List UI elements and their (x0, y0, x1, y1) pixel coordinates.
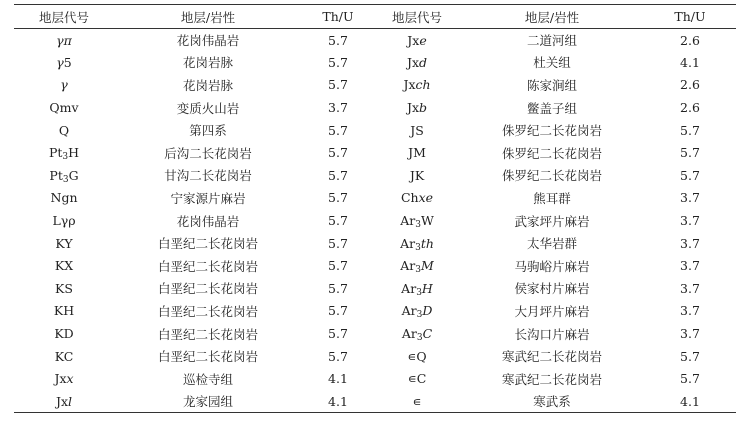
thu-ratio-cell: 5.7 (328, 258, 348, 274)
code-subscript: 3 (416, 287, 422, 298)
code-part: b (419, 100, 428, 116)
strata-code-cell (14, 51, 114, 74)
code-part: Pt (49, 167, 63, 183)
strata-code-cell (374, 322, 460, 345)
code-part: KS (55, 280, 73, 296)
code-part: Ar (400, 258, 416, 274)
table-row (14, 74, 736, 97)
code-part: Ch (400, 190, 419, 206)
code-part: Ar (401, 280, 417, 296)
strata-code-cell (14, 345, 114, 368)
strata-code-cell (14, 74, 114, 97)
code-part: γ (60, 77, 68, 93)
code-subscript: 3 (62, 174, 69, 185)
lithology-cell: 白垩纪二长花岗岩 (157, 326, 258, 342)
code-part: Ngn (50, 190, 78, 206)
thu-ratio-cell: 3.7 (680, 280, 700, 296)
strata-code-cell (374, 345, 460, 368)
lithology-cell: 侯家村片麻岩 (514, 281, 590, 297)
code-part: Jx (403, 77, 416, 93)
table-header (14, 5, 736, 29)
strata-code-cell (14, 209, 114, 232)
code-part: l (68, 393, 73, 409)
table-row (14, 232, 736, 255)
thu-ratio-cell: 5.7 (680, 348, 700, 364)
code-part: H (68, 145, 80, 161)
code-part: JK (409, 167, 425, 183)
strata-code-cell (374, 164, 460, 187)
strata-code-cell (14, 96, 114, 119)
code-part: ∊ (412, 393, 422, 409)
thu-ratio-cell: 3.7 (680, 303, 700, 319)
table-row (14, 322, 736, 345)
code-part: Pt (48, 145, 63, 161)
code-part: KX (54, 258, 74, 274)
code-part: x (66, 371, 74, 387)
strata-code-cell (374, 51, 460, 74)
table-row (14, 29, 736, 52)
thu-ratio-cell: 3.7 (680, 326, 700, 342)
thu-ratio-cell: 5.7 (328, 326, 348, 342)
lithology-cell: 宁家源片麻岩 (170, 190, 246, 206)
thu-ratio-cell: 4.1 (680, 54, 700, 70)
strata-code-cell (14, 322, 114, 345)
code-part: Jx (55, 393, 69, 409)
thu-ratio-cell: 5.7 (328, 122, 348, 138)
code-part: JS (410, 122, 424, 138)
code-part: Qmv (49, 100, 79, 116)
thu-ratio-cell: 5.7 (328, 32, 348, 48)
table-row (14, 254, 736, 277)
lithology-cell: 鳖盖子组 (526, 100, 577, 116)
code-part: KY (55, 235, 73, 251)
thu-ratio-cell: 2.6 (680, 100, 700, 116)
strata-code-cell (374, 141, 460, 164)
lithology-cell: 白垩纪二长花岗岩 (157, 349, 258, 365)
strata-code-cell (14, 277, 114, 300)
code-subscript: 3 (415, 242, 421, 253)
strata-code-cell (374, 209, 460, 232)
lithology-cell: 后沟二长花岗岩 (164, 145, 252, 161)
code-part: th (420, 235, 434, 251)
table-row (14, 187, 736, 210)
strata-code-cell (374, 232, 460, 255)
thu-ratio-cell: 2.6 (680, 77, 700, 93)
code-part: Ar (401, 326, 417, 342)
thu-ratio-cell: 3.7 (680, 190, 700, 206)
strata-code-cell (14, 254, 114, 277)
strata-code-cell (374, 277, 460, 300)
lithology-cell: 变质火山岩 (176, 100, 240, 116)
code-part: γπ (56, 32, 72, 48)
lithology-cell: 侏罗纪二长花岗岩 (501, 168, 602, 184)
code-part: d (419, 54, 428, 70)
strata-code-cell (14, 187, 114, 210)
thu-ratio-cell: 5.7 (680, 122, 700, 138)
thu-ratio-cell: 4.1 (302, 390, 374, 413)
lithology-cell: 寒武纪二长花岗岩 (501, 371, 602, 387)
code-part: Jx (406, 100, 420, 116)
table-row (14, 119, 736, 142)
strata-code-cell (374, 74, 460, 97)
code-part: Jx (406, 54, 420, 70)
thu-ratio-cell: 3.7 (680, 235, 700, 251)
lithology-cell: 长沟口片麻岩 (514, 326, 590, 342)
code-part: Jx (54, 371, 67, 387)
code-part: W (420, 213, 434, 229)
strata-code-cell (14, 367, 114, 390)
strata-code-cell (374, 367, 460, 390)
table-row (14, 390, 736, 413)
code-part: D (422, 303, 433, 319)
thu-ratio-cell: 5.7 (328, 190, 348, 206)
strata-code-cell (14, 119, 114, 142)
lithology-cell: 武家坪片麻岩 (514, 213, 590, 229)
code-part: G (68, 167, 79, 183)
code-part: KC (54, 348, 74, 364)
strata-table-container (14, 4, 736, 413)
header-row (14, 5, 736, 29)
lithology-cell: 寒武纪二长花岗岩 (501, 349, 602, 365)
lithology-cell: 侏罗纪二长花岗岩 (501, 145, 602, 161)
thu-ratio-cell: 3.7 (680, 258, 700, 274)
thu-ratio-cell: 5.7 (328, 77, 348, 93)
strata-code-cell (14, 232, 114, 255)
header-code-left: 地层代号 (14, 5, 114, 29)
lithology-cell: 熊耳群 (533, 190, 571, 206)
code-subscript: 3 (416, 310, 423, 321)
code-part: e (419, 32, 427, 48)
code-part: M (420, 258, 434, 274)
header-thu-right: Th/U (644, 5, 736, 29)
thu-ratio-cell: 5.7 (328, 348, 348, 364)
code-part: C (422, 326, 433, 342)
table-row (14, 209, 736, 232)
lithology-cell: 白垩纪二长花岗岩 (157, 236, 258, 252)
header-lithology-left: 地层/岩性 (114, 5, 302, 29)
lithology-cell: 白垩纪二长花岗岩 (157, 303, 258, 319)
thu-ratio-cell: 5.7 (680, 371, 700, 387)
code-part: KH (53, 303, 75, 319)
thu-ratio-cell: 3.7 (680, 213, 700, 229)
lithology-cell: 龙家园组 (114, 390, 302, 413)
code-part: Ar (401, 303, 417, 319)
thu-ratio-cell: 5.7 (328, 213, 348, 229)
lithology-cell: 侏罗纪二长花岗岩 (501, 123, 602, 139)
strata-code-cell (374, 96, 460, 119)
thu-ratio-cell: 4.1 (328, 371, 348, 387)
strata-code-cell (14, 390, 114, 413)
header-thu-left: Th/U (302, 5, 374, 29)
header-lithology-right: 地层/岩性 (460, 5, 644, 29)
lithology-cell: 第四系 (189, 123, 227, 139)
lithology-cell: 巡检寺组 (182, 371, 233, 387)
lithology-cell: 寒武系 (460, 390, 644, 413)
code-part: JM (408, 145, 426, 161)
strata-code-cell (14, 29, 114, 52)
table-row (14, 96, 736, 119)
code-subscript: 3 (62, 152, 69, 163)
table-body (14, 29, 736, 413)
lithology-cell: 甘沟二长花岗岩 (164, 168, 252, 184)
code-part: Jx (407, 32, 420, 48)
code-subscript: 3 (415, 265, 421, 276)
code-part: KD (54, 326, 74, 342)
strata-code-cell (14, 141, 114, 164)
strata-th-u-table (14, 4, 736, 413)
header-code-right: 地层代号 (374, 5, 460, 29)
code-part: Lγρ (52, 213, 76, 229)
thu-ratio-cell: 5.7 (680, 145, 700, 161)
lithology-cell: 马驹峪片麻岩 (514, 258, 590, 274)
lithology-cell: 陈家涧组 (526, 77, 577, 93)
thu-ratio-cell: 5.7 (328, 145, 348, 161)
strata-code-cell (14, 300, 114, 323)
table-row (14, 164, 736, 187)
lithology-cell: 白垩纪二长花岗岩 (157, 281, 258, 297)
table-row (14, 300, 736, 323)
code-subscript: 3 (415, 220, 421, 231)
code-part: Q (58, 122, 70, 138)
code-part: H (421, 280, 433, 296)
thu-ratio-cell: 3.7 (328, 100, 348, 116)
table-row (14, 141, 736, 164)
lithology-cell: 杜关组 (533, 55, 571, 71)
code-part: Ar (400, 213, 416, 229)
thu-ratio-cell: 5.7 (328, 167, 348, 183)
thu-ratio-cell: 4.1 (644, 390, 736, 413)
thu-ratio-cell: 5.7 (328, 303, 348, 319)
strata-code-cell (14, 164, 114, 187)
code-part: γ (56, 54, 64, 70)
strata-code-cell (374, 390, 460, 413)
code-part: 5 (63, 54, 72, 70)
thu-ratio-cell: 5.7 (328, 235, 348, 251)
lithology-cell: 花岗伟晶岩 (176, 33, 240, 49)
strata-code-cell (374, 254, 460, 277)
thu-ratio-cell: 5.7 (680, 167, 700, 183)
table-row (14, 345, 736, 368)
lithology-cell: 花岗岩脉 (182, 77, 233, 93)
lithology-cell: 花岗岩脉 (182, 55, 233, 71)
code-part: ∊Q (407, 348, 427, 364)
lithology-cell: 二道河组 (526, 33, 577, 49)
thu-ratio-cell: 5.7 (328, 54, 348, 70)
code-part: ch (415, 77, 431, 93)
thu-ratio-cell: 2.6 (680, 32, 700, 48)
lithology-cell: 大月坪片麻岩 (514, 303, 590, 319)
code-part: xe (418, 190, 434, 206)
lithology-cell: 太华岩群 (526, 236, 577, 252)
strata-code-cell (374, 119, 460, 142)
table-row (14, 367, 736, 390)
table-row (14, 51, 736, 74)
code-part: ∊C (407, 371, 427, 387)
strata-code-cell (374, 300, 460, 323)
strata-code-cell (374, 29, 460, 52)
lithology-cell: 花岗伟晶岩 (176, 213, 240, 229)
code-subscript: 3 (416, 333, 423, 344)
code-part: Ar (400, 235, 416, 251)
strata-code-cell (374, 187, 460, 210)
thu-ratio-cell: 5.7 (328, 280, 348, 296)
lithology-cell: 白垩纪二长花岗岩 (157, 258, 258, 274)
table-row (14, 277, 736, 300)
